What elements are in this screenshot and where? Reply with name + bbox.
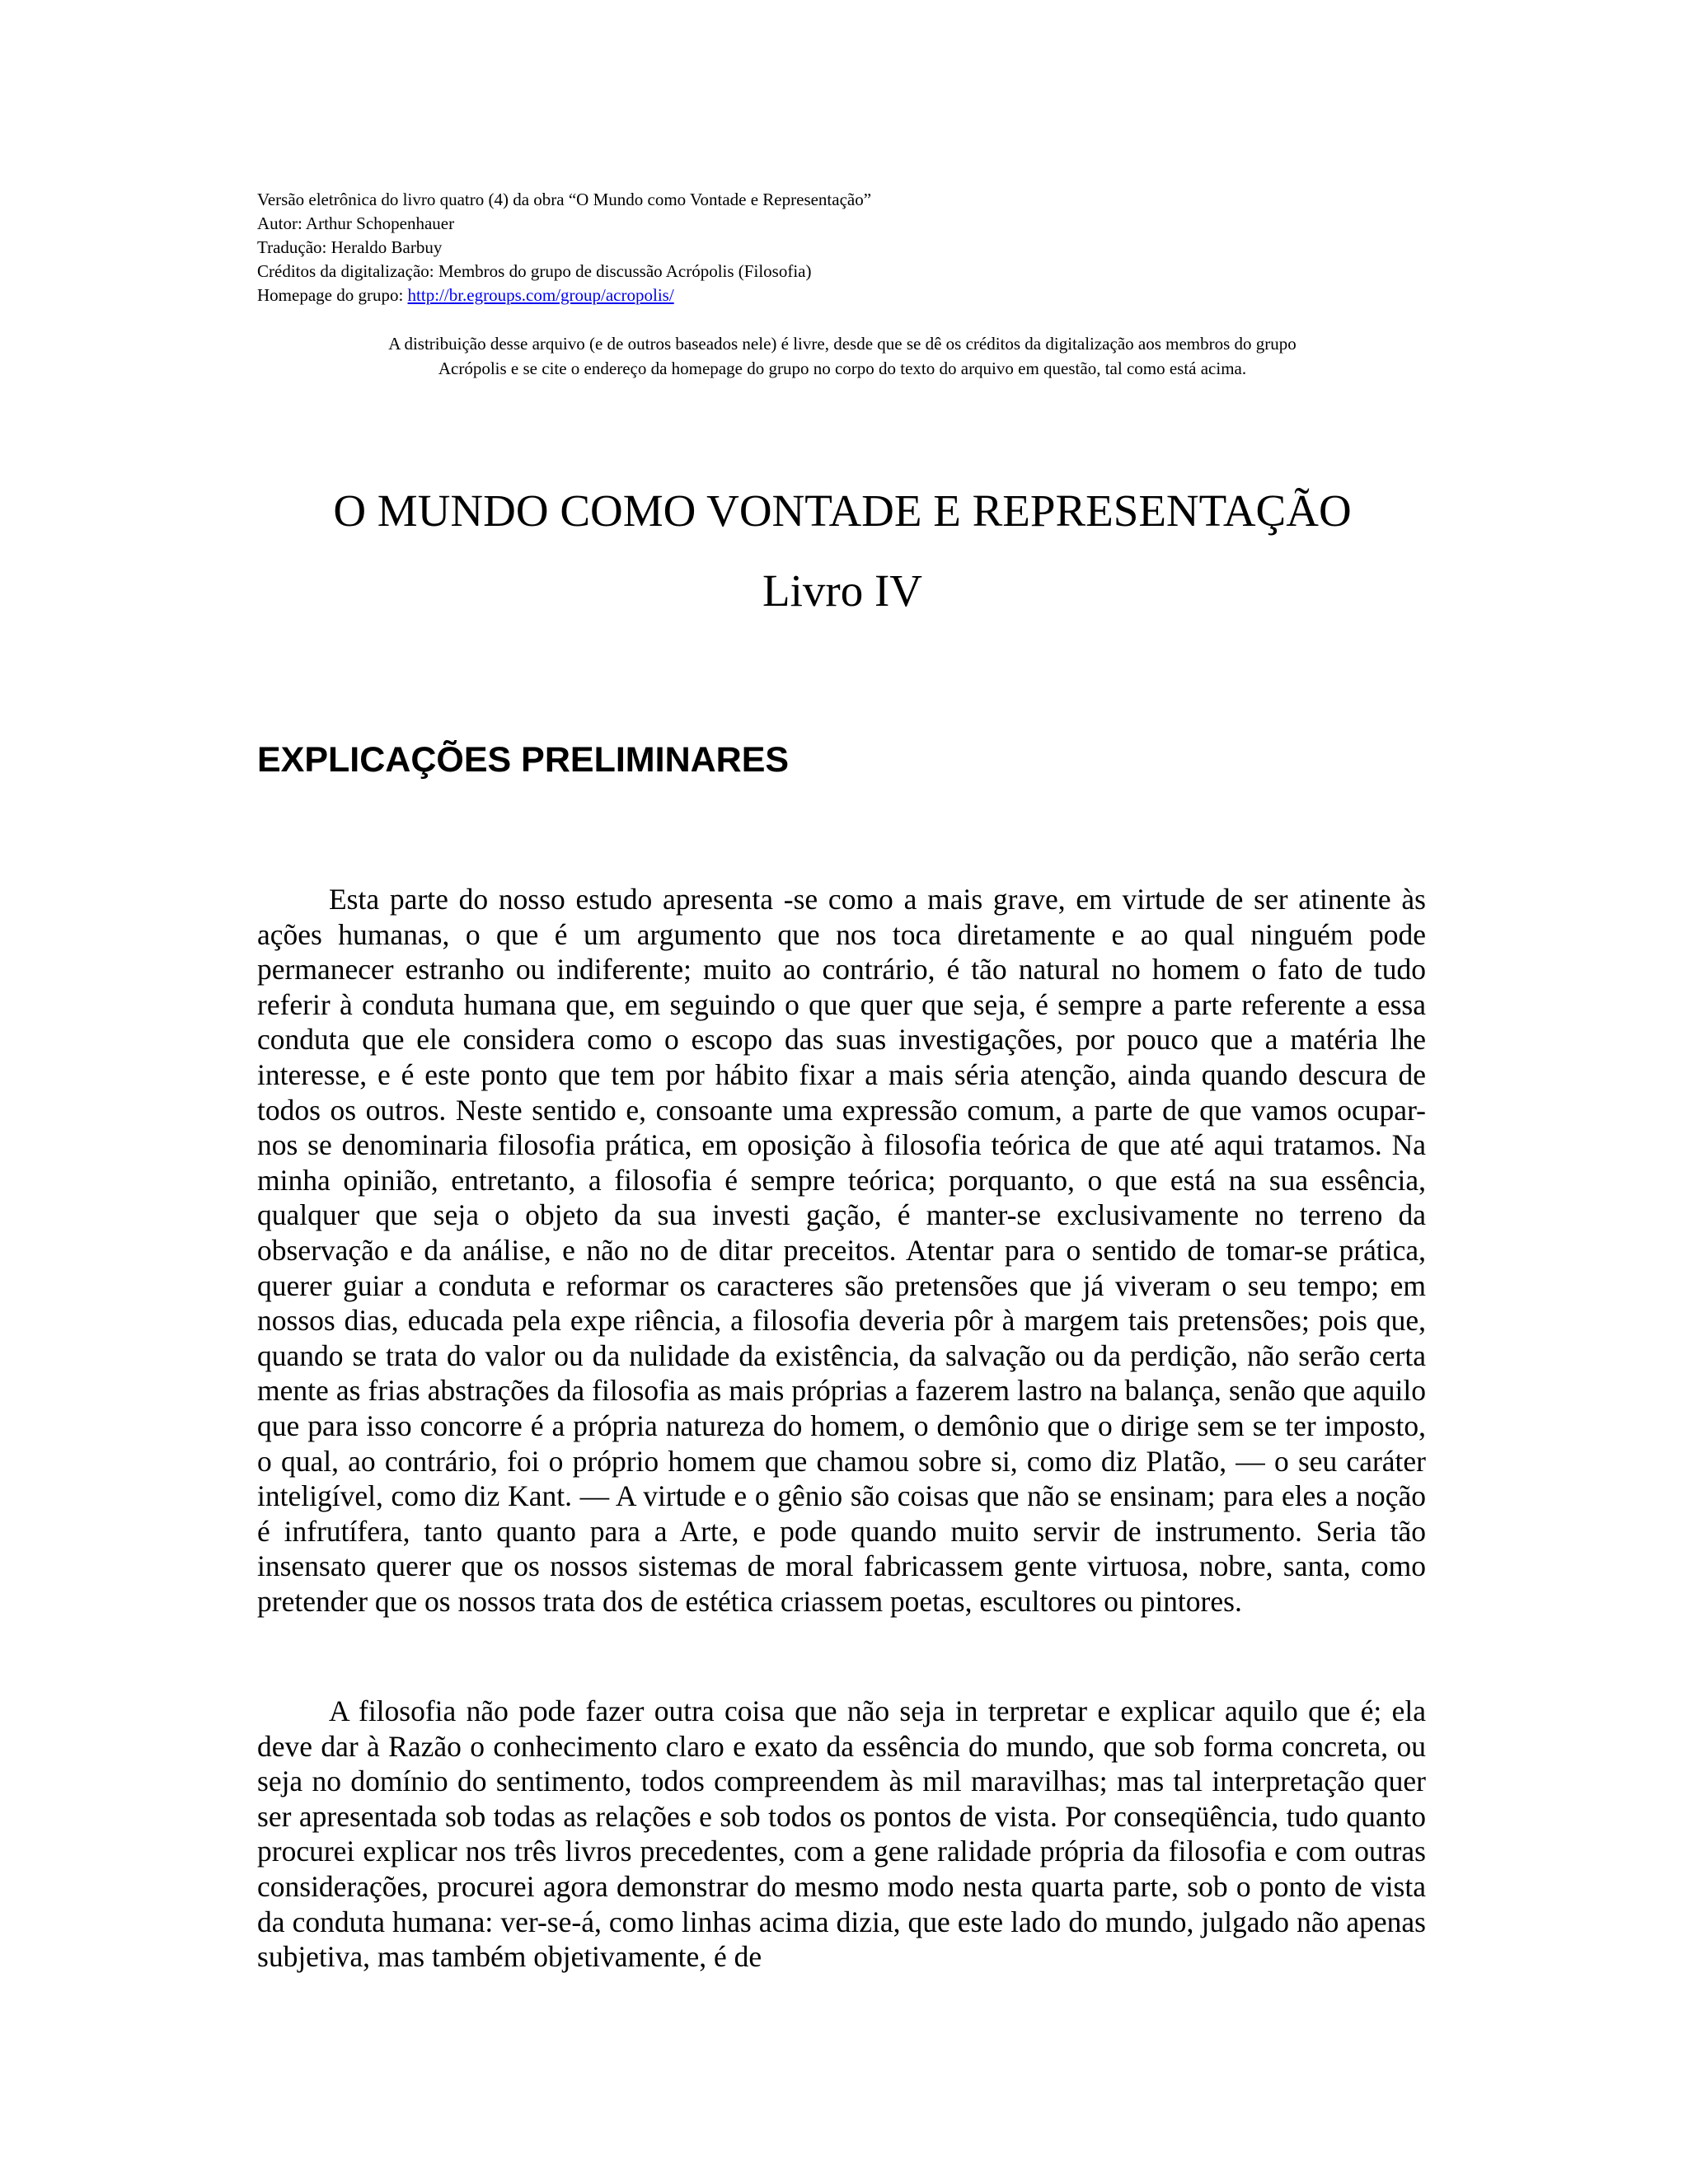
book-title: O MUNDO COMO VONTADE E REPRESENTAÇÃO [333, 485, 1352, 536]
translator-line: Tradução: Heraldo Barbuy [257, 237, 443, 257]
notice-line-2: Acrópolis e se cite o endereço da homepage do grupo no corpo do texto do arquivo em questão, tal como está acima. [438, 359, 1247, 378]
notice-line-1: A distribuição desse arquivo (e de outros baseados nele) é livre, desde que se dê os créditos da digitalização aos membros do grupo [388, 334, 1296, 354]
section-heading: EXPLICAÇÕES PRELIMINARES [257, 740, 790, 780]
edition-note: Versão eletrônica do livro quatro (4) da obra “O Mundo como Vontade e Representação” [257, 190, 872, 209]
credits-line: Créditos da digitalização: Membros do grupo de discussão Acrópolis (Filosofia) [257, 261, 812, 281]
homepage-line [257, 284, 1452, 307]
book-subtitle: Livro IV [762, 565, 922, 616]
homepage-link[interactable]: http://br.egroups.com/group/acropolis/ [407, 285, 674, 305]
body-paragraph-2: A filosofia não pode fazer outra coisa que não seja in terpretar e explicar aquilo que é; ela deve dar à Razão o conhecimento claro e exato da essência do mundo, que sob forma concreta, ou seja no domínio do sentimento, todos compreendem às mil maravilhas; mas tal interpretação quer ser apresentada sob todas as relações e sob todos os pontos de vista. Por conseqüência, tudo quanto procurei explicar nos três livros precedentes, com a gene ralidade própria da filosofia e com outras considerações, procurei agora demonstrar do mesmo modo nesta quarta parte, sob o ponto de vista da conduta humana: ver-se-á, como linhas acima dizia, que este lado do mundo, julgado não apenas subjetiva, mas também objetivamente, é de [257, 1694, 1426, 1974]
distribution-notice [257, 331, 1428, 381]
author-line: Autor: Arthur Schopenhauer [257, 213, 455, 233]
homepage-label: Homepage do grupo: [257, 285, 408, 305]
document-metadata [257, 188, 1452, 307]
body-paragraph-1: Esta parte do nosso estudo apresenta -se como a mais grave, em virtude de ser atinente às ações humanas, o que é um argumento que nos toca diretamente e ao qual ninguém pode permanecer estranho ou indiferente; muito ao contrário, é tão natural no homem o fato de tudo referir à conduta humana que, em seguindo o que quer que seja, é sempre a parte referente a essa conduta que ele considera como o escopo das suas investigações, por pouco que a matéria lhe interesse, e é este ponto que tem por hábito fixar a mais séria atenção, ainda quando descura de todos os outros. Neste sentido e, consoante uma expressão comum, a parte de que vamos ocupar-nos se denominaria filosofia prática, em oposição à filosofia teórica de que até aqui tratamos. Na minha opinião, entretanto, a filosofia é sempre teórica; porquanto, o que está na sua essência, qualquer que seja o objeto da sua investi gação, é manter-se exclusivamente no terreno da observação e da análise, e não no de ditar preceitos. Atentar para o sentido de tomar-se prática, querer guiar a conduta e reformar os caracteres são pretensões que já viveram o seu tempo; em nossos dias, educada pela expe riência, a filosofia deveria pôr à margem tais pretensões; pois que, quando se trata do valor ou da nulidade da existência, da salvação ou da perdição, não serão certa mente as frias abstrações da filosofia as mais próprias a fazerem lastro na balança, senão que aquilo que para isso concorre é a própria natureza do homem, o demônio que o dirige sem se ter imposto, o qual, ao contrário, foi o próprio homem que chamou sobre si, como diz Platão, — o seu caráter inteligível, como diz Kant. — A virtude e o gênio são coisas que não se ensinam; para eles a noção é infrutífera, tanto quanto para a Arte, e pode quando muito servir de instrumento. Seria tão insensato querer que os nossos sistemas de moral fabricassem gente virtuosa, nobre, santa, como pretender que os nossos trata dos de estética criassem poetas, escultores ou pintores. [257, 883, 1426, 1618]
